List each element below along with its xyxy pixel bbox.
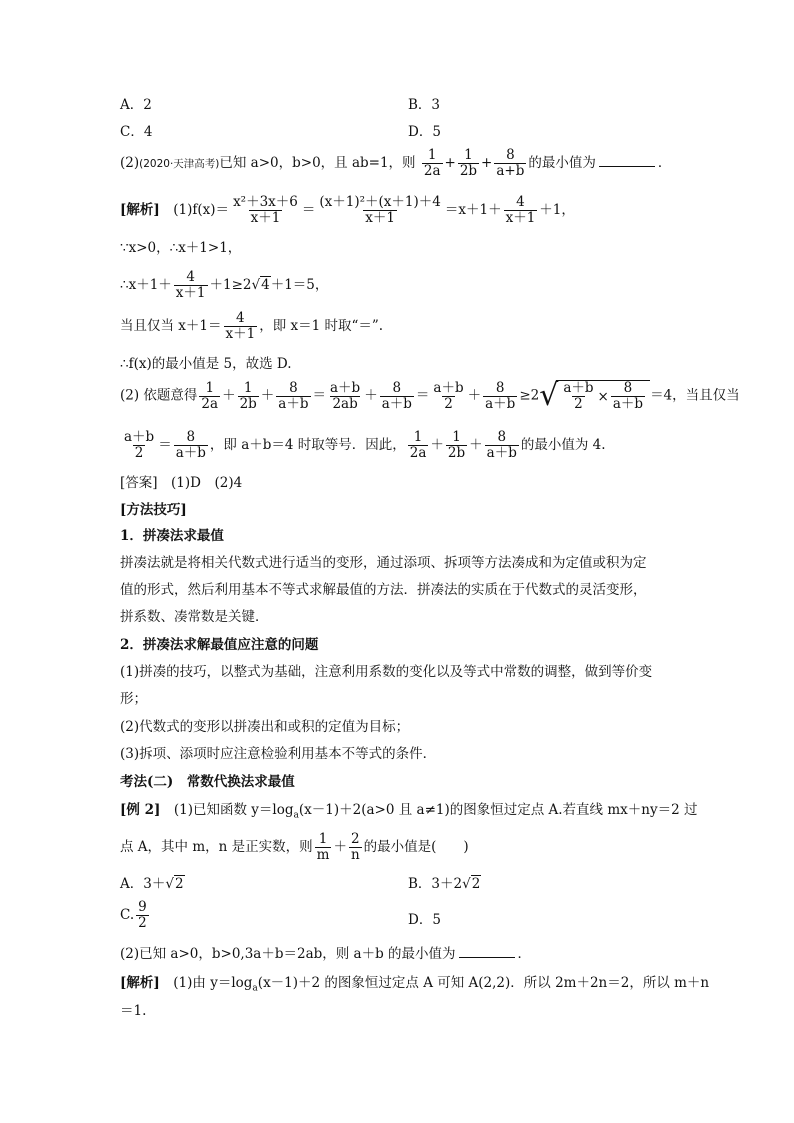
method-2-title: 2．拼凑法求解最值应注意的问题 (120, 637, 319, 653)
answer-blank (459, 945, 515, 958)
fraction: $\frac{4}{x+1}$ (225, 310, 256, 342)
option-2-d: D．5 (408, 912, 441, 928)
fraction: $\frac{a+b}{2}$ (124, 429, 155, 461)
method-2-para-3: (2)代数式的变形以拼凑出和或积的定值为目标； (120, 719, 410, 735)
fraction: $\frac{9}{2}$ (138, 899, 147, 931)
fraction: $\frac{8}{a+b}$ (278, 379, 309, 412)
fraction: $\frac{4}{x+1}$ (175, 269, 206, 301)
fraction: $\frac{1}{2b}$ (447, 429, 466, 461)
fraction: $\frac{\text{x²＋3x＋6}}{x+1}$ (233, 194, 298, 226)
example-2-line-2: 点 A，其中 m，n 是正实数，则 $\frac{1}{m}$ ＋ $\frac{2}{n}$ 的最小值是( ) (120, 831, 469, 863)
answer-blank (599, 154, 655, 167)
q2-stem: 已知 a>0，b>0，且 ab=1，则 (219, 155, 416, 171)
method-1-para-3: 拼系数、凑常数是关键． (120, 609, 269, 625)
method-1-para-2: 值的形式，然后利用基本不等式求解最值的方法．拼凑法的实质在于代数式的灵活变形， (120, 582, 647, 598)
option-b: B．3 (408, 97, 441, 113)
sqrt-symbol: √ $\frac{a+b}{2}$ × $\frac{8}{a+b}$ (539, 380, 650, 412)
example-2-line-1: [例 2] (1)已知函数 $y=\log_a(x-1)+2(a>0$ 且 a≠1)的图象恒过定点 A.若直线 mx＋ny＝2 过 (120, 802, 698, 821)
fraction: $\frac{8}{a+b}$ (485, 379, 516, 412)
solution-line-8: [解析] (1)由 $y=\log_a(x-1)+2$ 的图象恒过定点 A 可知 A(2,2)．所以 2m＋2n＝2，所以 m＋n (120, 975, 710, 994)
q2-source: (2020·天津高考) (139, 158, 220, 170)
method-tag: [方法技巧] (120, 502, 187, 518)
q2-head: (2) (120, 155, 140, 171)
option-d: D．5 (408, 124, 441, 140)
fraction: $\frac{a+b}{2ab}$ (330, 379, 361, 412)
solution-line-6: (2) 依题意得 $\frac{1}{2a}$ ＋ $\frac{1}{2b}$ ＋ $\frac{8}{a+b}$ ＝ $\frac{a+b}{2ab}$ ＋ $\frac{8}{a+b}$ ＝ $\frac{a+b}{2}$ ＋ $\frac{8}{a+b}$ ≥2 √ $\frac{a+b}{2}$ × $\frac{8}{a+b}$ ＝4，当且仅当 (120, 378, 740, 413)
fraction: $\frac{1}{2b}$ (459, 147, 478, 179)
fraction: $\frac{8}{a+b}$ (486, 429, 517, 461)
fraction: $\frac{\text{(x＋1)²＋(x＋1)＋4}}{x+1}$ (319, 194, 441, 226)
fraction: $\frac{2}{n}$ (350, 831, 360, 863)
option-a: A．2 (120, 97, 152, 113)
fraction: $\frac{1}{2a}$ (423, 147, 441, 179)
solution-line-3: ∴x＋1＋ $\frac{4}{x+1}$ ＋1≥2√4＋1＝5， (120, 269, 329, 301)
fraction: $\frac{1}{2a}$ (201, 379, 219, 412)
method-2-para-2: 形； (120, 691, 147, 707)
fraction: $\frac{8}{a+b}$ (496, 147, 525, 179)
method-2-para-4: (3)拆项、添项时应注意检验利用基本不等式的条件． (120, 746, 437, 762)
answer-line: [答案] (1)D (2)4 (120, 475, 243, 491)
question-2b: (2)已知 a>0，b>0,3a＋b＝2ab，则 a＋b 的最小值为 ． (120, 946, 532, 962)
fraction: $\frac{a+b}{2}$ (433, 379, 464, 412)
option-2-a: A．3＋√2 (120, 876, 184, 892)
fraction: $\frac{1}{2a}$ (409, 429, 427, 461)
q2-tail: 的最小值为 (528, 155, 596, 171)
fraction: $\frac{8}{a+b}$ (175, 429, 206, 461)
fraction: $\frac{8}{a+b}$ (381, 379, 412, 412)
question-2: (2)(2020·天津高考)已知 a>0，b>0，且 ab=1，则 $\frac{1}{2a}$ + $\frac{1}{2b}$ + $\frac{8}{a+b}$ 的最小值为 ． (120, 147, 672, 179)
solution-line-5: ∴f(x)的最小值是 5，故选 D. (120, 356, 292, 372)
option-2-c: C. $\frac{9}{2}$ (120, 899, 147, 931)
solution-line-7: $\frac{a+b}{2}$ ＝ $\frac{8}{a+b}$ ，即 a＋b＝4 时取等号．因此， $\frac{1}{2a}$ ＋ $\frac{1}{2b}$ ＋ $\frac{8}{a+b}$ 的最小值为 4. (124, 429, 606, 461)
option-2-b: B．3＋2√2 (408, 876, 481, 892)
solution-line-1: [解析] (1)f(x)＝ $\frac{\text{x²＋3x＋6}}{x+1}$ ＝ $\frac{\text{(x＋1)²＋(x＋1)＋4}}{x+1}$ ＝x＋1＋ $\frac{4}{x+1}$ ＋1， (120, 194, 575, 226)
method-1-para-1: 拼凑法就是将相关代数式进行适当的变形，通过添项、拆项等方法凑成和为定值或积为定 (120, 555, 647, 571)
solution-line-2: ∵x>0，∴x＋1>1， (120, 240, 242, 256)
option-c: C．4 (120, 124, 153, 140)
fraction: $\frac{1}{2b}$ (239, 379, 257, 412)
fraction: $\frac{1}{m}$ (316, 831, 330, 863)
fraction: $\frac{4}{x+1}$ (505, 194, 536, 226)
solution-line-9: ＝1. (120, 1003, 147, 1019)
kaofa-2-heading: 考法(二) 常数代换法求最值 (120, 774, 295, 790)
method-2-para-1: (1)拼凑的技巧，以整式为基础，注意利用系数的变化以及等式中常数的调整，做到等价变 (120, 664, 653, 680)
solution-tag: [解析] (120, 202, 160, 218)
solution-line-4: 当且仅当 x＋1＝ $\frac{4}{x+1}$ ，即 x＝1 时取“＝”. (120, 310, 384, 342)
method-1-title: 1．拼凑法求最值 (120, 528, 224, 544)
